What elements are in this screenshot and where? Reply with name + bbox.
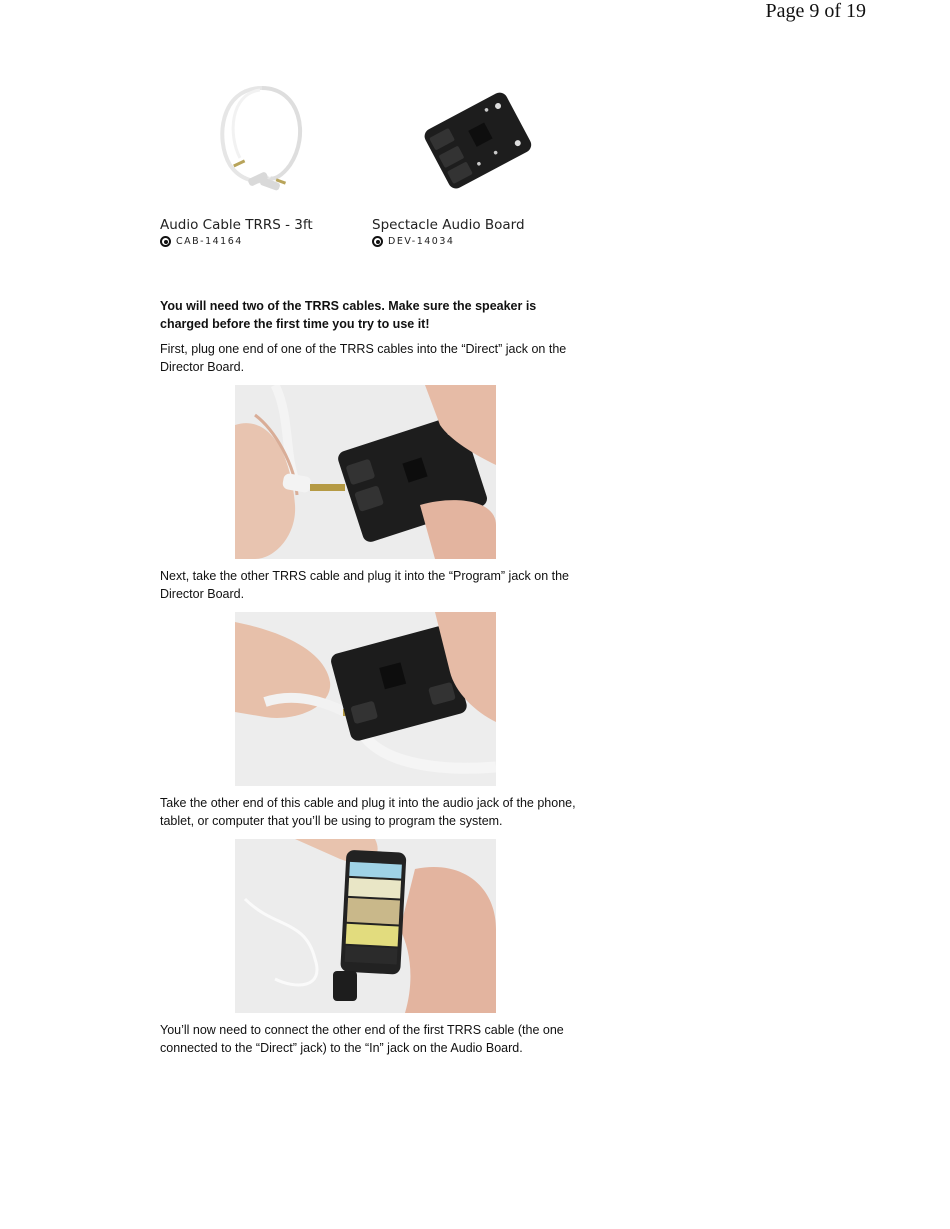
product-name[interactable]: Audio Cable TRRS - 3ft (160, 217, 313, 233)
product-sku-text: DEV-14034 (388, 236, 455, 247)
product-card-board[interactable] (372, 80, 572, 247)
product-sku (372, 236, 572, 247)
page-number: Page 9 of 19 (765, 0, 866, 22)
direct-jack-photo (235, 385, 496, 559)
step2-paragraph: Next, take the other TRRS cable and plug it into the “Program” jack on the Director Board. (160, 569, 570, 601)
radio-icon (372, 236, 383, 247)
product-sku-text: CAB-14164 (176, 236, 243, 247)
step4-paragraph: You’ll now need to connect the other end of the first TRRS cable (the one connected to the “Direct” jack) to the “In” jack on the Audio Board. (160, 1023, 564, 1055)
step3-paragraph: Take the other end of this cable and plug it into the audio jack of the phone, tablet, or computer that you’ll be using to program the system. (160, 796, 576, 828)
audio-board-image (412, 80, 542, 202)
radio-icon (160, 236, 171, 247)
phone-photo (235, 839, 496, 1013)
audio-cable-image (200, 80, 330, 202)
program-jack-photo (235, 612, 496, 786)
product-card-cable[interactable] (160, 80, 360, 247)
step1-paragraph: First, plug one end of one of the TRRS cables into the “Direct” jack on the Director Board. (160, 342, 567, 374)
product-sku (160, 236, 360, 247)
note-paragraph: You will need two of the TRRS cables. Make sure the speaker is charged before the first time you try to use it! (160, 299, 537, 331)
product-name[interactable]: Spectacle Audio Board (372, 217, 525, 233)
